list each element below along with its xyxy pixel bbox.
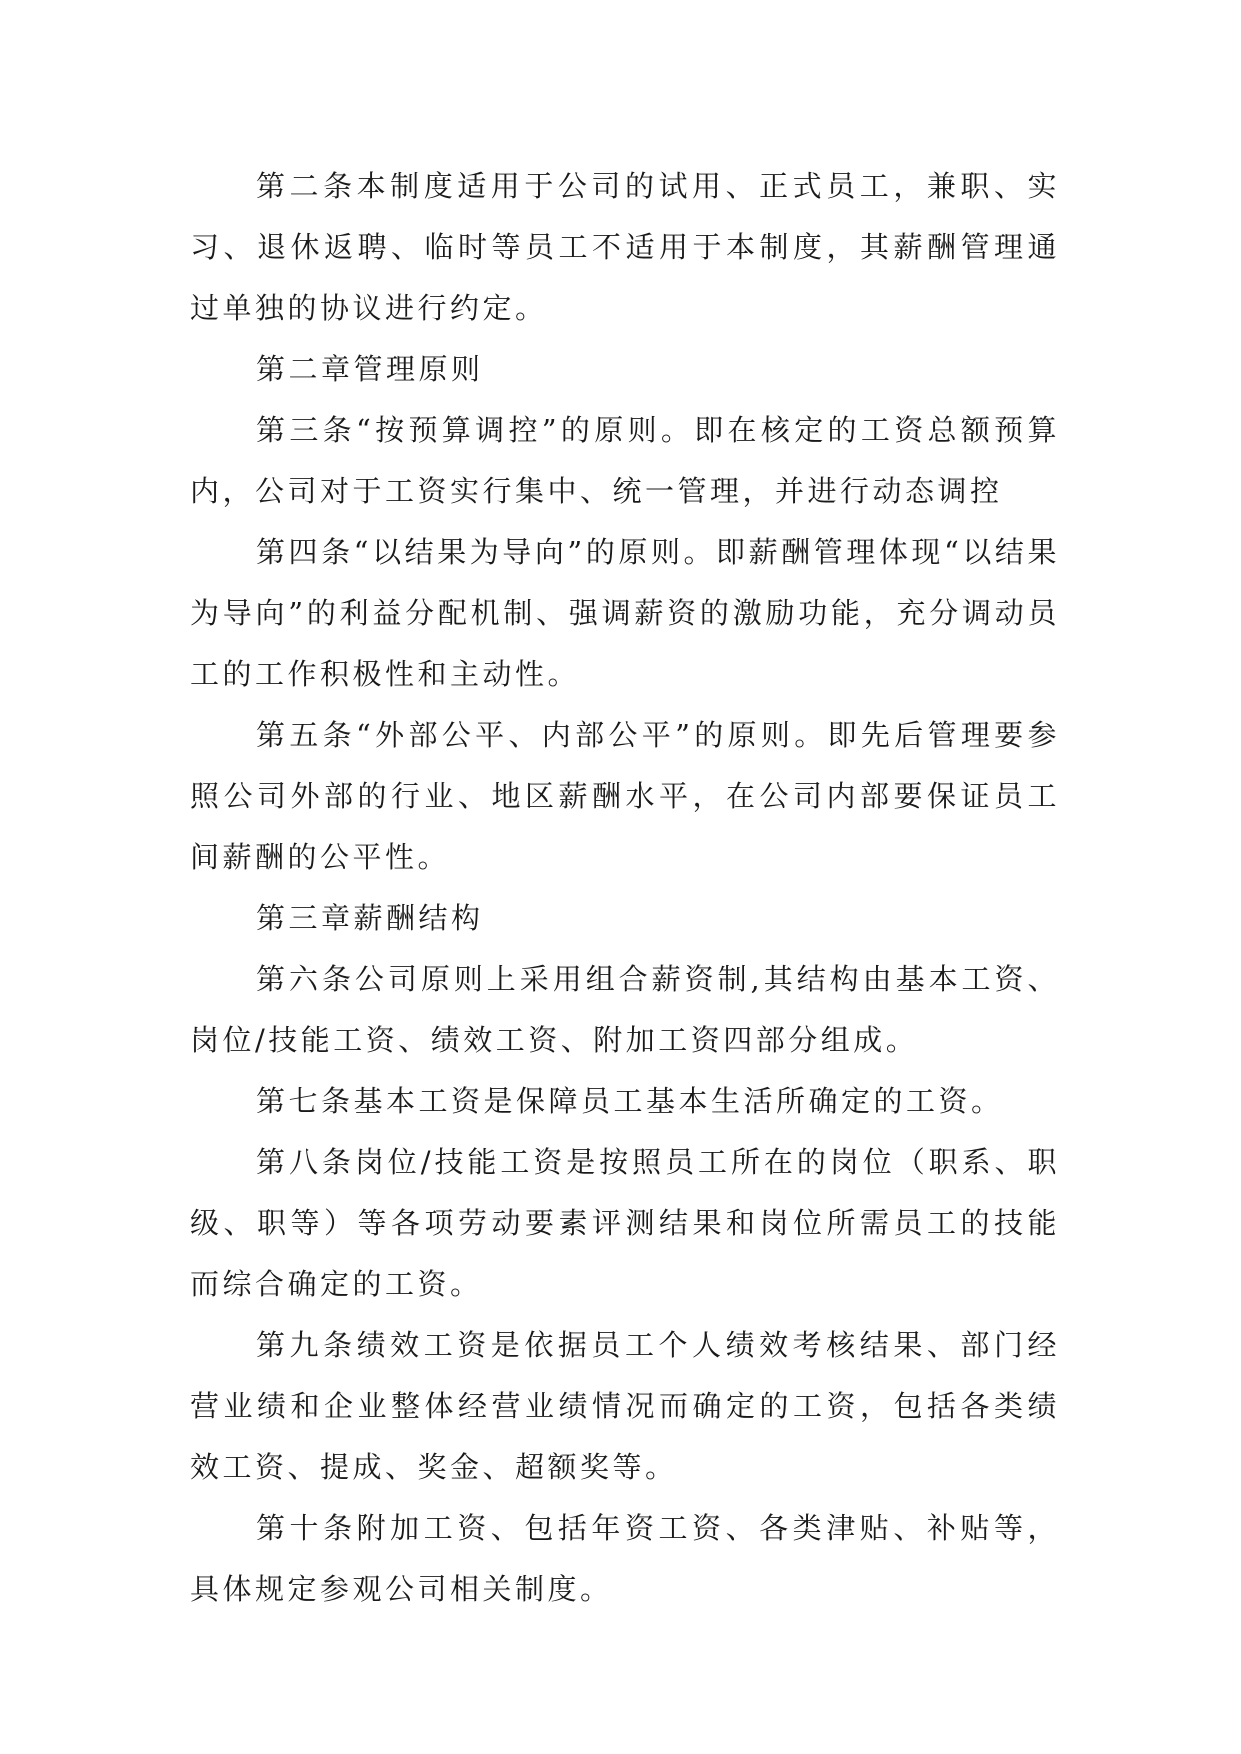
article-7-paragraph: 第七条基本工资是保障员工基本生活所确定的工资。 xyxy=(256,1084,1004,1118)
article-10-paragraph: 第十条附加工资、包括年资工资、各类津贴、补贴等，具体规定参观公司相关制度。 xyxy=(190,1511,1060,1606)
article-3-paragraph: 第三条“按预算调控”的原则。即在核定的工资总额预算内，公司对于工资实行集中、统一管理，并进行动态调控 xyxy=(190,413,1060,508)
article-5-paragraph: 第五条“外部公平、内部公平”的原则。即先后管理要参照公司外部的行业、地区薪酬水平，在公司内部要保证员工间薪酬的公平性。 xyxy=(190,718,1060,874)
article-2-paragraph: 第二条本制度适用于公司的试用、正式员工，兼职、实习、退休返聘、临时等员工不适用于本制度，其薪酬管理通过单独的协议进行约定。 xyxy=(190,169,1060,325)
article-6-paragraph: 第六条公司原则上采用组合薪资制,其结构由基本工资、岗位/技能工资、绩效工资、附加工资四部分组成。 xyxy=(190,962,1060,1057)
document-body xyxy=(190,156,1060,1620)
article-4-paragraph: 第四条“以结果为导向”的原则。即薪酬管理体现“以结果为导向”的利益分配机制、强调薪资的激励功能，充分调动员工的工作积极性和主动性。 xyxy=(190,535,1060,691)
chapter-2-heading: 第二章管理原则 xyxy=(256,352,484,386)
chapter-3-heading: 第三章薪酬结构 xyxy=(256,901,484,935)
article-8-paragraph: 第八条岗位/技能工资是按照员工所在的岗位（职系、职级、职等）等各项劳动要素评测结果和岗位所需员工的技能而综合确定的工资。 xyxy=(190,1145,1060,1301)
article-9-paragraph: 第九条绩效工资是依据员工个人绩效考核结果、部门经营业绩和企业整体经营业绩情况而确定的工资，包括各类绩效工资、提成、奖金、超额奖等。 xyxy=(190,1328,1060,1484)
